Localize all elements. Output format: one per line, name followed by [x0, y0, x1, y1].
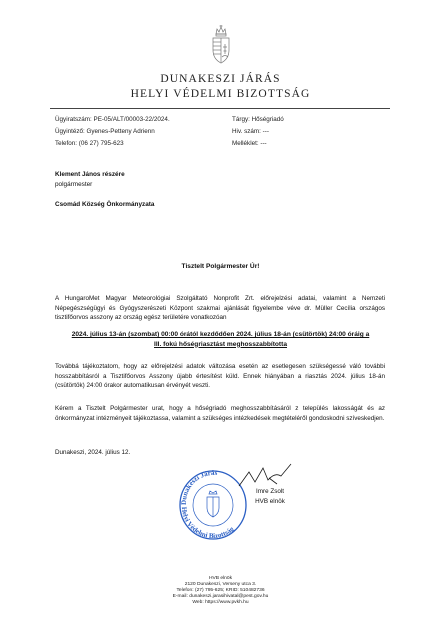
recipient-block — [55, 170, 154, 210]
paragraph-2: Továbbá tájékoztatom, hogy az előrejelzési adatok változása esetén az esetlegesen szükségessé váló további hosszabbításról a Tisztifőorvos Asszony újabb értesítést küld. Ennek hiányában a riasztás 2024. július 18-án (csütörtök) 24:00 órakor automatikusan érvényét veszti. — [55, 363, 385, 389]
footer-web: Web: https://www.pvkh.hu — [192, 600, 249, 605]
alert-period-line2: III. fokú hőségriasztást meghosszabbította — [154, 340, 287, 348]
coat-of-arms-icon — [210, 24, 232, 66]
recipient-role: polgármester — [55, 181, 93, 188]
signer-name: Imre Zsolt — [256, 488, 284, 495]
alert-period-line1: 2024. július 13-án (szombat) 00:00 órától kezdődően 2024. július 18-án (csütörtök) 24:00 óráig a — [71, 331, 370, 338]
footer-email: E-mail: dunakeszi.jarasihivatal@pest.gov.hu — [172, 594, 269, 599]
phone: Telefon: (06 27) 795-623 — [55, 140, 124, 147]
footer-phone: Telefon: (27) 795-625; KRID: 510482736 — [176, 588, 265, 593]
case-handler: Ügyintéző: Gyenes-Petteny Adrienn — [55, 128, 155, 135]
stamp-bottom-text: Helyi Védelmi Bizottság — [179, 506, 236, 541]
reference-number: Hiv. szám: --- — [232, 128, 269, 135]
paragraph-1: A HungaroMet Magyar Meteorológiai Szolgáltató Nonprofit Zrt. előrejelzési adatai, valamint a Nemzeti Népegészségügyi és Gyógyszerészeti Központ szakmai ajánlását figyelembe véve dr. Müller Cecília országos tisztifőorvos asszony az ország egész területére vonatkozóan — [55, 295, 385, 321]
salutation: Tisztelt Polgármester Úr! — [181, 263, 260, 270]
recipient-name: Klement János részére — [55, 171, 125, 178]
recipient-org: Csomád Község Önkormányzata — [55, 201, 155, 208]
org-name-line1: DUNAKESZI JÁRÁS — [160, 73, 281, 85]
subject: Tárgy: Hőségriadó — [232, 116, 284, 123]
signature-image — [235, 462, 295, 490]
alert-period — [0, 330, 441, 349]
reference-block — [55, 114, 170, 150]
signer-block — [248, 487, 292, 506]
stamp-top-text: Dunakeszi Járás — [179, 468, 218, 506]
attachment: Melléklet: --- — [232, 140, 267, 147]
org-name-line2: HELYI VÉDELMI BIZOTTSÁG — [130, 88, 311, 100]
footer-line: HVB elnök — [208, 576, 233, 581]
signer-title: HVB elnök — [255, 497, 285, 505]
header-divider — [50, 108, 390, 109]
footer-address: 2120 Dunakeszi, Verseny utca 3. — [184, 582, 257, 587]
file-number: Ügyiratszám: PE-05/ALT/00003-22/2024. — [55, 116, 170, 123]
place-date: Dunakeszi, 2024. július 12. — [55, 449, 131, 456]
subject-block — [232, 114, 284, 150]
footer — [0, 576, 441, 606]
paragraph-3: Kérem a Tisztelt Polgármester urat, hogy a hőségriadó meghosszabbításáról z település lakosságát és az önkormányzat intézményeit tájékoztassa, valamint a szükséges intézkedések megtételéről gondoskodni szíveskedjen. — [55, 405, 385, 422]
